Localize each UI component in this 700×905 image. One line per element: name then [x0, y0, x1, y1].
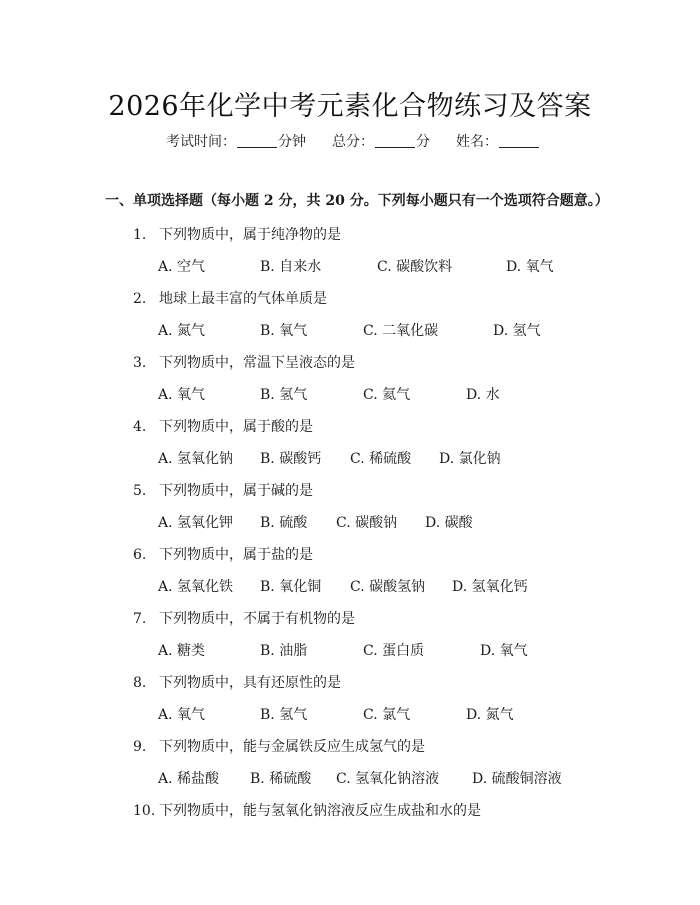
question-number: 3.	[133, 355, 147, 371]
question-5	[133, 480, 313, 500]
question-3	[133, 352, 355, 372]
option-c: C. 碳酸饮料	[377, 259, 453, 275]
option-d: D. 氮气	[466, 707, 514, 723]
option-c: C. 氯气	[363, 707, 411, 723]
option-a: A. 稀盐酸	[158, 771, 220, 787]
option-a: A. 氧气	[158, 387, 206, 403]
name-blank	[499, 133, 539, 148]
question-text: 下列物质中，属于碱的是	[159, 483, 313, 499]
time-label: 考试时间：	[166, 134, 236, 150]
option-d: D. 氢氧化钙	[452, 579, 528, 595]
question-text: 下列物质中，能与氢氧化钠溶液反应生成盐和水的是	[159, 803, 481, 819]
option-b: B. 碳酸钙	[260, 451, 322, 467]
option-a: A. 空气	[158, 259, 206, 275]
question-4	[133, 416, 313, 436]
question-number: 2.	[133, 291, 147, 307]
option-b: B. 氧气	[260, 323, 308, 339]
question-2	[133, 288, 327, 308]
question-number: 5.	[133, 483, 147, 499]
score-blank	[375, 133, 415, 148]
exam-meta	[166, 131, 540, 151]
question-text: 地球上最丰富的气体单质是	[159, 291, 327, 307]
question-text: 下列物质中，属于酸的是	[159, 419, 313, 435]
option-d: D. 氢气	[493, 323, 541, 339]
question-number: 4.	[133, 419, 147, 435]
question-1	[133, 224, 341, 244]
option-a: A. 氢氧化钠	[158, 451, 234, 467]
question-7	[133, 608, 355, 628]
question-text: 下列物质中，属于纯净物的是	[159, 227, 341, 243]
question-text: 下列物质中，具有还原性的是	[159, 675, 341, 691]
question-text: 下列物质中，常温下呈液态的是	[159, 355, 355, 371]
score-unit: 分	[416, 134, 430, 150]
name-label: 姓名：	[456, 134, 498, 150]
question-text: 下列物质中，属于盐的是	[159, 547, 313, 563]
option-d: D. 水	[466, 387, 500, 403]
time-blank	[237, 133, 277, 148]
option-c: C. 碳酸氢钠	[350, 579, 426, 595]
question-text: 下列物质中，不属于有机物的是	[159, 611, 355, 627]
option-d: D. 氧气	[506, 259, 554, 275]
option-d: D. 硫酸铜溶液	[472, 771, 562, 787]
option-c: C. 碳酸钠	[336, 515, 398, 531]
question-6	[133, 544, 313, 564]
option-a: A. 氮气	[158, 323, 206, 339]
option-a: A. 糖类	[158, 643, 206, 659]
question-10	[133, 800, 481, 820]
option-b: B. 氢气	[260, 707, 308, 723]
question-9	[133, 736, 425, 756]
option-c: C. 氢氧化钠溶液	[336, 771, 440, 787]
option-a: A. 氢氧化铁	[158, 579, 234, 595]
time-unit: 分钟	[278, 134, 306, 150]
option-c: C. 二氧化碳	[363, 323, 439, 339]
option-b: B. 氢气	[260, 387, 308, 403]
option-a: A. 氧气	[158, 707, 206, 723]
option-b: B. 氧化铜	[260, 579, 322, 595]
option-b: B. 稀硫酸	[250, 771, 312, 787]
option-c: C. 稀硫酸	[350, 451, 412, 467]
question-text: 下列物质中，能与金属铁反应生成氢气的是	[159, 739, 425, 755]
section-heading: 一、单项选择题（每小题 2 分，共 20 分。下列每小题只有一个选项符合题意。）	[105, 193, 609, 209]
question-8	[133, 672, 341, 692]
question-number: 9.	[133, 739, 147, 755]
option-b: B. 自来水	[260, 259, 322, 275]
option-d: D. 氯化钠	[439, 451, 501, 467]
question-number: 6.	[133, 547, 147, 563]
option-d: D. 氧气	[480, 643, 528, 659]
option-c: C. 氦气	[363, 387, 411, 403]
option-b: B. 油脂	[260, 643, 308, 659]
option-d: D. 碳酸	[425, 515, 473, 531]
question-number: 10.	[133, 803, 156, 819]
score-label: 总分：	[332, 134, 374, 150]
option-c: C. 蛋白质	[363, 643, 425, 659]
question-number: 8.	[133, 675, 147, 691]
question-number: 7.	[133, 611, 147, 627]
question-number: 1.	[133, 227, 147, 243]
page-title: 2026年化学中考元素化合物练习及答案	[108, 91, 592, 122]
option-b: B. 硫酸	[260, 515, 308, 531]
option-a: A. 氢氧化钾	[158, 515, 234, 531]
